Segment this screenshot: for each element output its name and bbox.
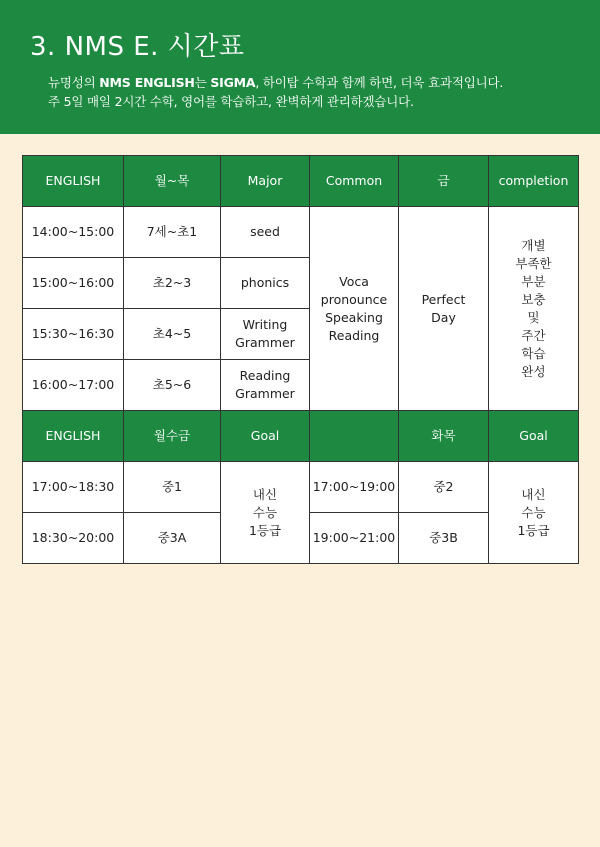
intro-line-2: 주 5일 매일 2시간 수학, 영어를 학습하고, 완벽하게 관리하겠습니다. [48,94,414,109]
completion-item: 주간 [521,327,546,343]
level-cell: 중3A [124,513,221,564]
goal-item: 수능 [521,504,546,520]
level-cell: 중2 [399,462,489,513]
completion-item: 및 [527,309,540,325]
time-cell: 17:00~18:30 [23,462,124,513]
schedule-table [22,155,579,564]
common-item: pronounce [320,291,388,307]
goal-item: 내신 [252,486,278,502]
table-header-row [23,156,579,207]
goal-cell [221,462,310,564]
completion-item: 학습 [521,345,546,361]
intro-brand: NMS ENGLISH [99,75,195,90]
header-cell: 월수금 [124,411,221,462]
header-cell [310,411,399,462]
goal-item: 수능 [252,504,278,520]
time-cell: 16:00~17:00 [23,360,124,411]
major-cell [221,360,310,411]
common-item: Speaking [325,309,383,325]
level-cell: 중1 [124,462,221,513]
level-cell: 초4~5 [124,309,221,360]
goal-item: 1등급 [517,522,550,538]
header-cell: 화목 [399,411,489,462]
level-cell: 초2~3 [124,258,221,309]
page-title: 3. NMS E. 시간표 [30,32,245,62]
common-cell [310,207,399,411]
header-cell: ENGLISH [23,411,124,462]
header-cell: Goal [489,411,579,462]
intro-text-part: 는 [194,75,211,90]
level-cell: 중3B [399,513,489,564]
time-cell: 14:00~15:00 [23,207,124,258]
header-cell: ENGLISH [23,156,124,207]
completion-item: 부분 [521,273,546,289]
major-line: Writing [242,317,288,332]
header-cell: 월~목 [124,156,221,207]
major-cell [221,309,310,360]
completion-cell [489,207,579,411]
intro-text [48,73,503,111]
common-item: Voca [339,273,369,289]
intro-text-part: , 하이탑 수학과 함께 하면, 더욱 효과적입니다. [255,75,504,90]
time-cell: 15:00~16:00 [23,258,124,309]
major-line: Reading [239,368,291,383]
header-cell: 금 [399,156,489,207]
completion-item: 부족한 [515,255,552,271]
time-cell: 18:30~20:00 [23,513,124,564]
goal-cell [489,462,579,564]
major-line: Grammer [235,335,295,350]
intro-line-1 [48,73,503,92]
intro-partner: SIGMA [210,75,256,90]
goal-item: 1등급 [248,522,282,538]
completion-item: 개별 [521,237,546,253]
header-banner [0,0,600,134]
header-cell: Goal [221,411,310,462]
header-cell: Major [221,156,310,207]
completion-item: 완성 [521,363,546,379]
major-cell: phonics [221,258,310,309]
header-cell: completion [489,156,579,207]
header-cell: Common [310,156,399,207]
time-cell: 19:00~21:00 [310,513,399,564]
level-cell: 초5~6 [124,360,221,411]
friday-item: Day [431,309,456,325]
goal-item: 내신 [521,486,546,502]
time-cell: 15:30~16:30 [23,309,124,360]
table-header-row [23,411,579,462]
friday-cell [399,207,489,411]
time-cell: 17:00~19:00 [310,462,399,513]
friday-item: Perfect [421,291,466,307]
level-cell: 7세~초1 [124,207,221,258]
completion-item: 보충 [521,291,546,307]
major-line: Grammer [235,386,295,401]
intro-text-part: 뉴명성의 [48,75,100,90]
major-cell: seed [221,207,310,258]
table-row [23,462,579,513]
common-item: Reading [328,327,380,343]
table-row [23,207,579,258]
